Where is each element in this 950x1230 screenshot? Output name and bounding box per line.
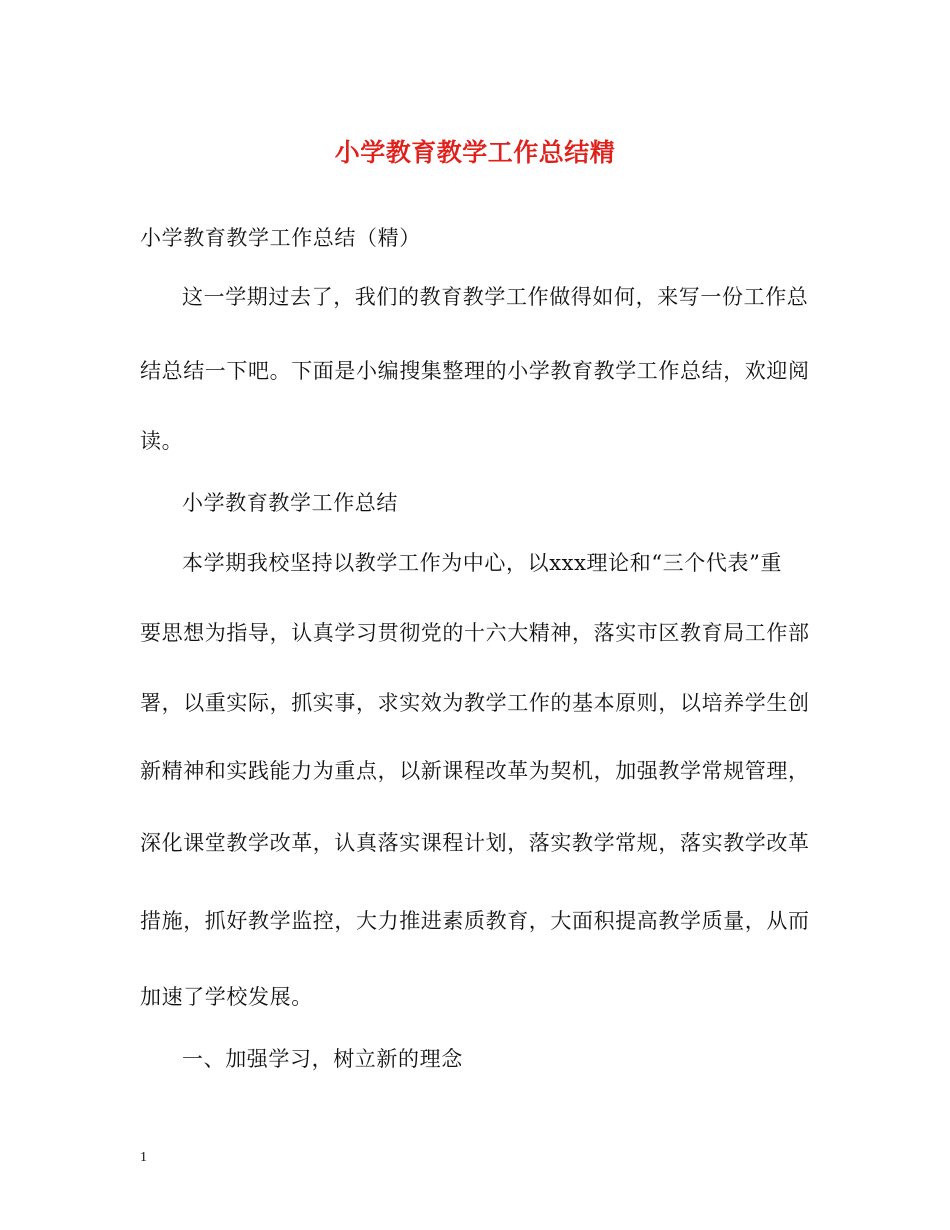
paragraph-line: 署，以重实际，抓实事，求实效为教学工作的基本原则，以培养学生创: [140, 691, 810, 715]
section-heading: 小学教育教学工作总结: [182, 491, 398, 515]
paragraph-line: 加速了学校发展。: [140, 985, 313, 1009]
paragraph-line: 读。: [140, 429, 184, 453]
page-number: 1: [140, 1150, 147, 1165]
paragraph-line: 本学期我校坚持以教学工作为中心，以xxx理论和“三个代表”重: [182, 551, 782, 575]
section-heading: 一、加强学习，树立新的理念: [182, 1047, 463, 1071]
page-title: 小学教育教学工作总结精: [334, 138, 616, 167]
paragraph-line: 要思想为指导，认真学习贯彻党的十六大精神，落实市区教育局工作部: [140, 621, 810, 645]
paragraph-line: 这一学期过去了，我们的教育教学工作做得如何，来写一份工作总: [182, 285, 809, 309]
document-subtitle: 小学教育教学工作总结（精）: [140, 226, 421, 250]
paragraph-line: 深化课堂教学改革，认真落实课程计划，落实教学常规，落实教学改革: [140, 831, 810, 855]
paragraph-line: 结总结一下吧。下面是小编搜集整理的小学教育教学工作总结，欢迎阅: [140, 359, 810, 383]
paragraph-line: 新精神和实践能力为重点，以新课程改革为契机，加强教学常规管理，: [140, 759, 810, 783]
paragraph-line: 措施，抓好教学监控，大力推进素质教育，大面积提高教学质量，从而: [140, 909, 810, 933]
